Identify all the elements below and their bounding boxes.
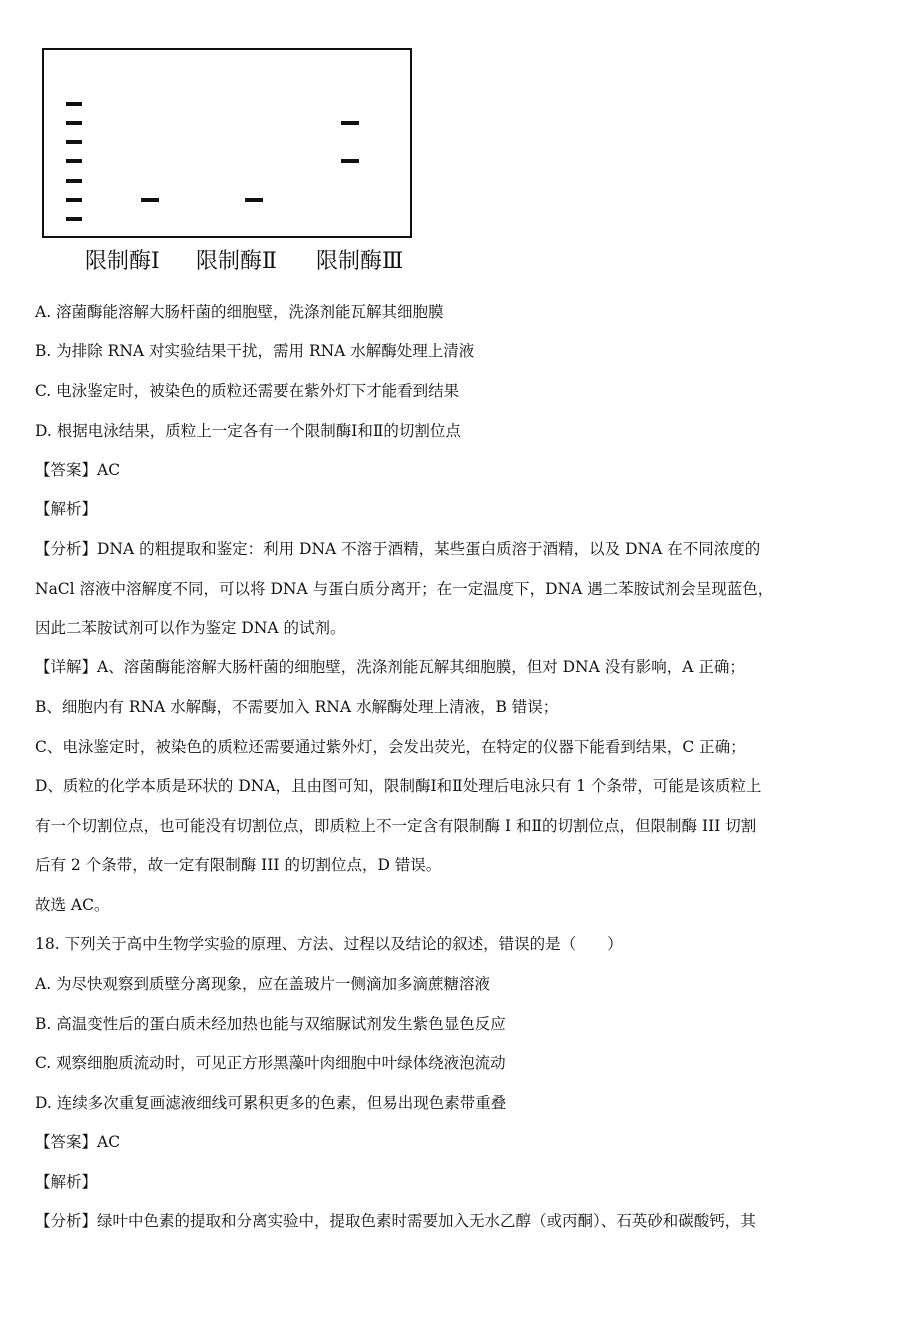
answer: 【答案】AC	[35, 1133, 121, 1151]
analysis-line: 【分析】DNA 的粗提取和鉴定：利用 DNA 不溶于酒精，某些蛋白质溶于酒精，以及 DNA 在不同浓度的	[35, 540, 761, 558]
option-d: D. 连续多次重复画滤液细线可累积更多的色素，但易出现色素带重叠	[35, 1094, 507, 1112]
analysis-line: 【分析】绿叶中色素的提取和分离实验中，提取色素时需要加入无水乙醇（或丙酮）、石英砂和碳酸钙，其	[35, 1212, 756, 1230]
analysis-line: 因此二苯胺试剂可以作为鉴定 DNA 的试剂。	[35, 619, 346, 637]
lane-label-2: 限制酶Ⅱ	[196, 249, 277, 274]
lane-label-1: 限制酶Ⅰ	[85, 249, 160, 274]
question-18: 18. 下列关于高中生物学实验的原理、方法、过程以及结论的叙述，错误的是（ ）	[35, 935, 623, 953]
lane-label-3: 限制酶Ⅲ	[316, 249, 404, 274]
marker-band	[66, 198, 82, 202]
lane-1-band	[141, 198, 159, 202]
explanation-heading: 【解析】	[35, 500, 98, 518]
marker-band	[66, 217, 82, 221]
option-a: A. 为尽快观察到质壁分离现象，应在盖玻片一侧滴加多滴蔗糖溶液	[35, 975, 491, 993]
detail-line: B、细胞内有 RNA 水解酶，不需要加入 RNA 水解酶处理上清液，B 错误；	[35, 698, 559, 716]
marker-band	[66, 179, 82, 183]
option-b: B. 为排除 RNA 对实验结果干扰，需用 RNA 水解酶处理上清液	[35, 342, 475, 360]
lane-3-band	[341, 121, 359, 125]
detail-line: C、电泳鉴定时，被染色的质粒还需要通过紫外灯，会发出荧光，在特定的仪器下能看到结果，C 正确；	[35, 738, 746, 756]
marker-band	[66, 121, 82, 125]
analysis-line: NaCl 溶液中溶解度不同，可以将 DNA 与蛋白质分离开；在一定温度下，DNA 遇二苯胺试剂会呈现蓝色，	[35, 580, 774, 598]
detail-line: 有一个切割位点，也可能没有切割位点，即质粒上不一定含有限制酶 I 和Ⅱ的切割位点，但限制酶 III 切割	[35, 817, 757, 835]
option-a: A. 溶菌酶能溶解大肠杆菌的细胞壁，洗涤剂能瓦解其细胞膜	[35, 303, 444, 321]
conclusion: 故选 AC。	[35, 896, 110, 914]
option-c: C. 观察细胞质流动时，可见正方形黑藻叶肉细胞中叶绿体绕液泡流动	[35, 1054, 506, 1072]
marker-band	[66, 140, 82, 144]
lane-2-band	[245, 198, 263, 202]
option-b: B. 高温变性后的蛋白质未经加热也能与双缩脲试剂发生紫色显色反应	[35, 1015, 506, 1033]
detail-line: D、质粒的化学本质是环状的 DNA，且由图可知，限制酶Ⅰ和Ⅱ处理后电泳只有 1 个条带，可能是该质粒上	[35, 777, 762, 795]
option-d: D. 根据电泳结果，质粒上一定各有一个限制酶Ⅰ和Ⅱ的切割位点	[35, 422, 461, 440]
lane-3-band	[341, 159, 359, 163]
option-c: C. 电泳鉴定时，被染色的质粒还需要在紫外灯下才能看到结果	[35, 382, 460, 400]
gel-box	[42, 48, 412, 238]
marker-band	[66, 159, 82, 163]
explanation-heading: 【解析】	[35, 1173, 98, 1191]
detail-line: 【详解】A、溶菌酶能溶解大肠杆菌的细胞壁，洗涤剂能瓦解其细胞膜，但对 DNA 没有影响，A 正确；	[35, 658, 745, 676]
answer: 【答案】AC	[35, 461, 121, 479]
marker-band	[66, 102, 82, 106]
detail-line: 后有 2 个条带，故一定有限制酶 III 的切割位点，D 错误。	[35, 856, 442, 874]
